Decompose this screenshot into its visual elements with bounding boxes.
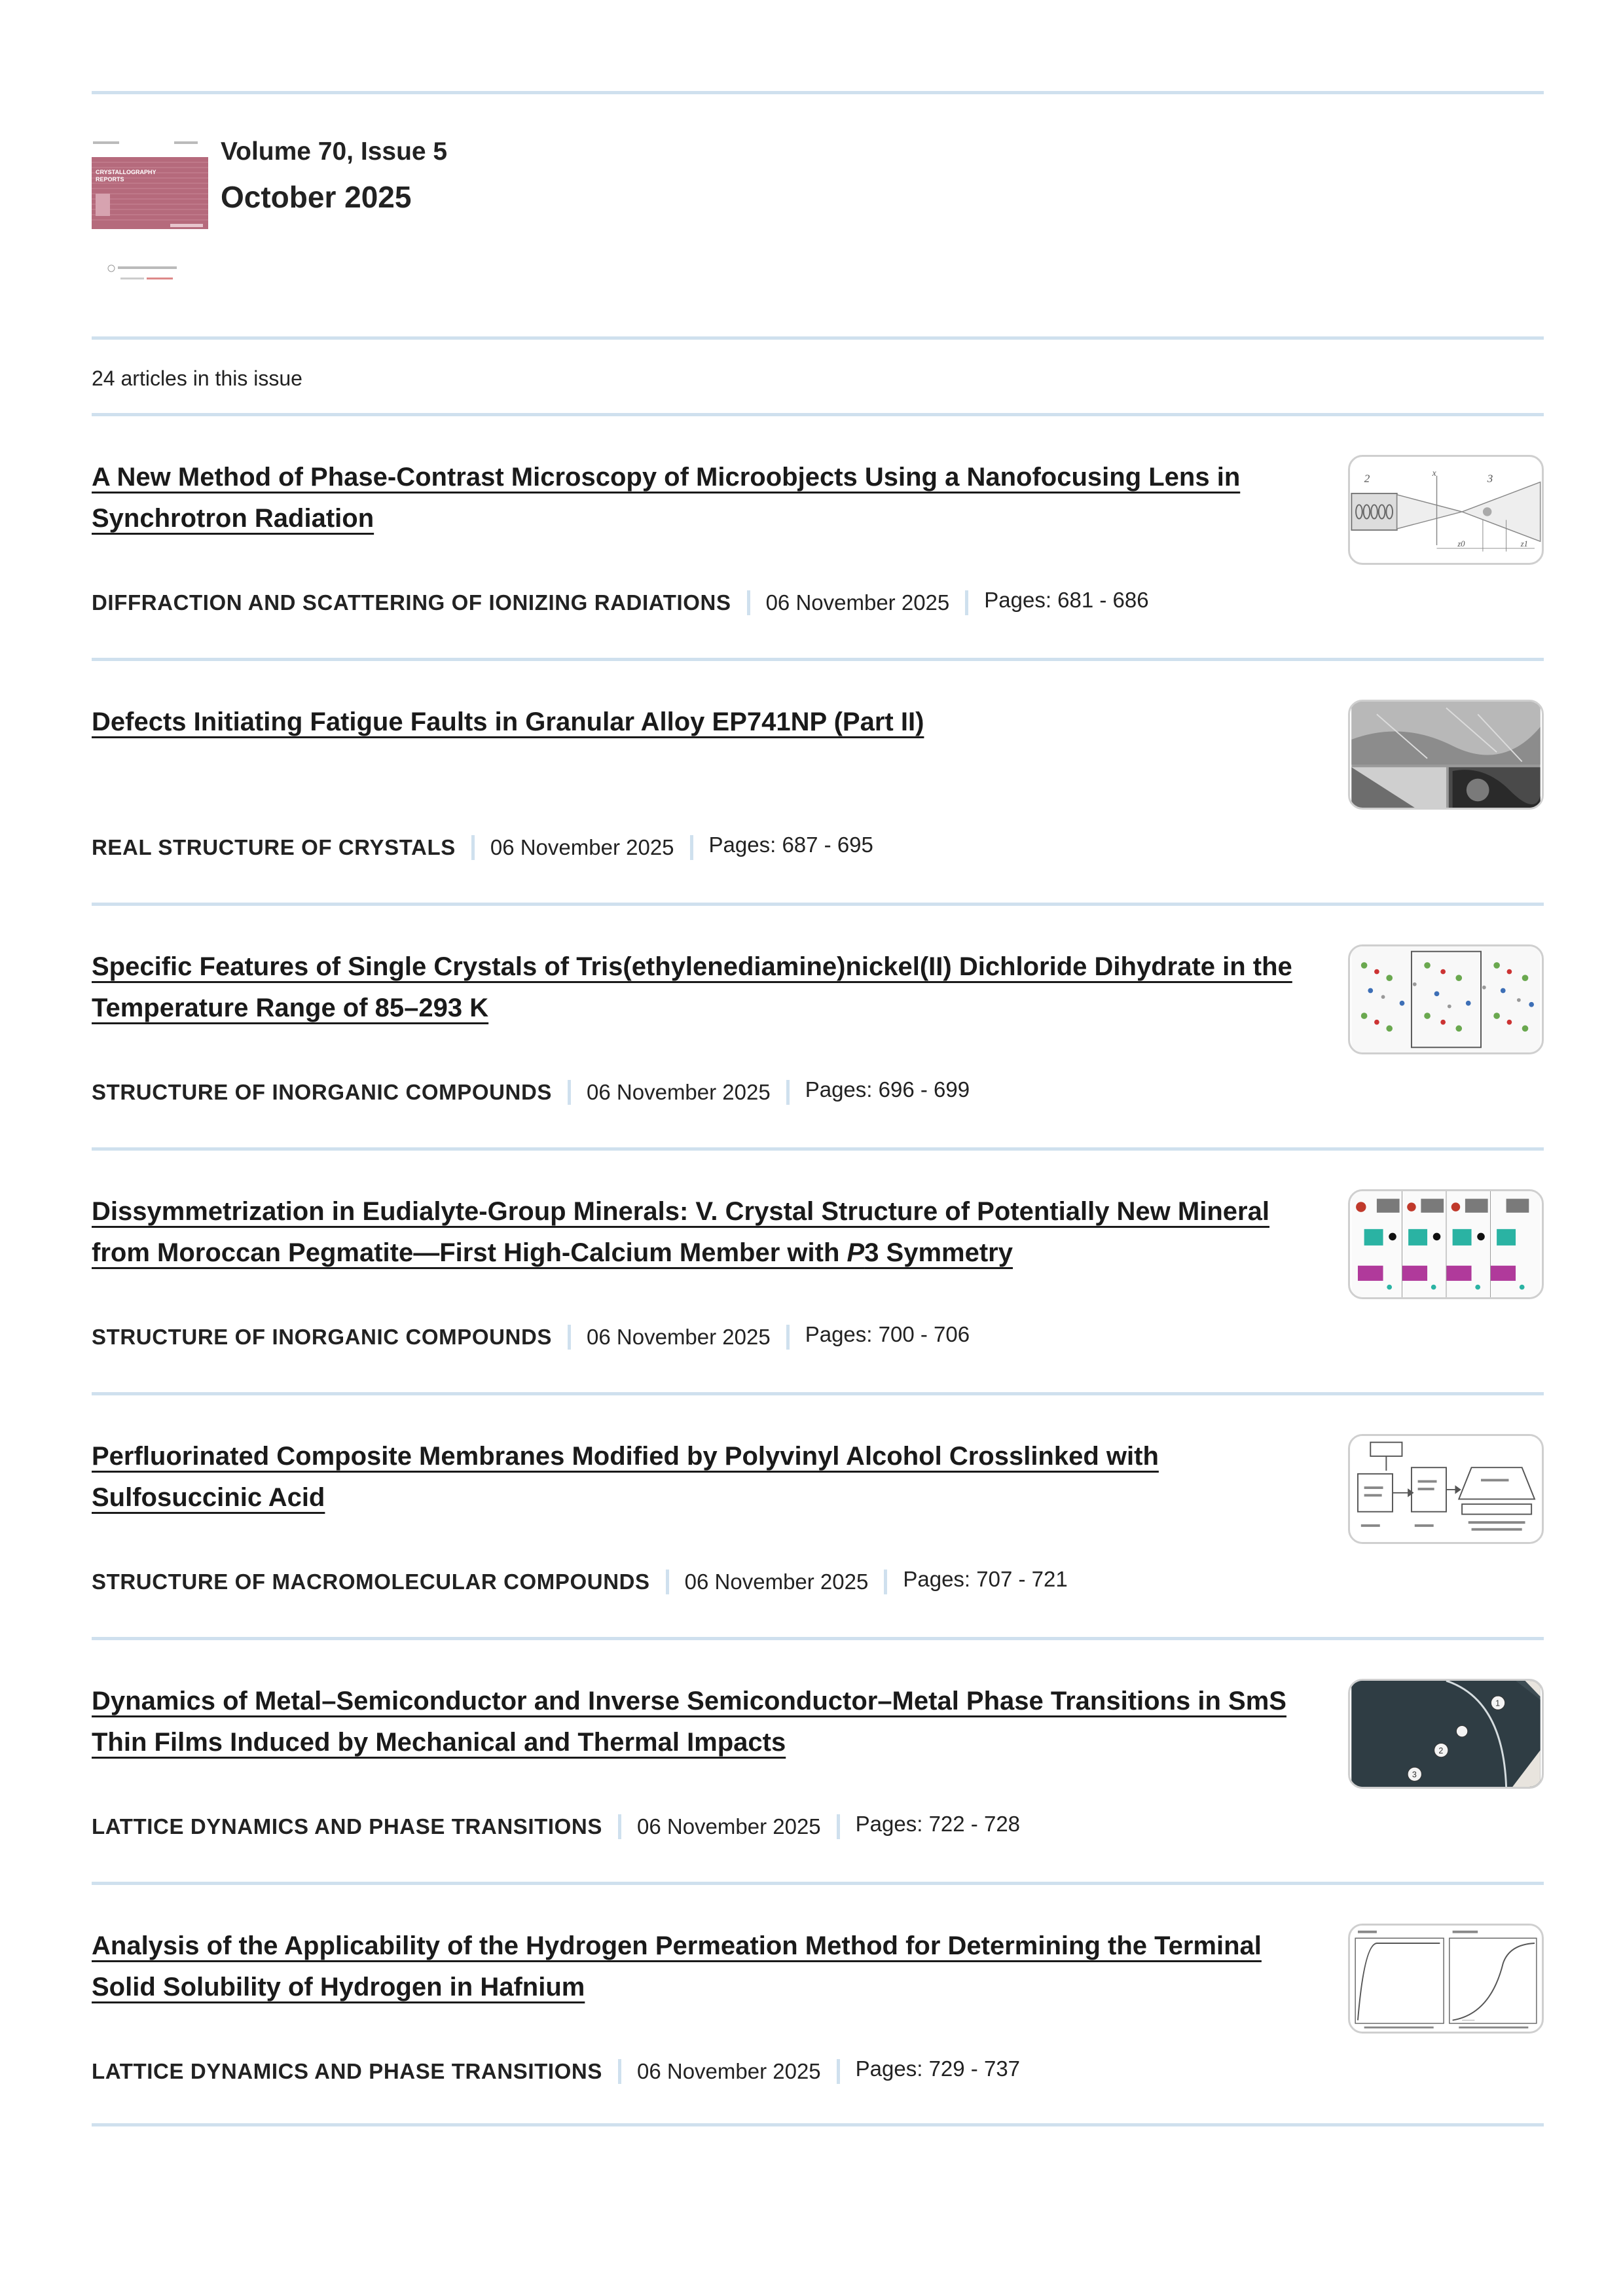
article-title-link[interactable]: Perfluorinated Composite Membranes Modified by Polyvinyl Alcohol Crosslinked with Sulfosuccinic Acid [92,1442,1159,1512]
thumb-label: x [1432,467,1436,478]
title-italic-symbol: P [847,1238,865,1267]
article-meta [92,1322,970,1350]
article-item [92,658,1544,903]
articles-count: 24 articles in this issue [92,366,302,390]
article-meta [92,1077,970,1105]
thumb-label: z1 [1520,539,1528,548]
article-pages: Pages: 707 - 721 [903,1567,1068,1591]
meta-separator [786,1325,790,1350]
article-title-link[interactable]: Dynamics of Metal–Semiconductor and Inverse Semiconductor–Metal Phase Transitions in SmS Thin Films Induced by Mechanical and Thermal Impacts [92,1687,1286,1757]
article-item [92,1637,1544,1882]
article-section: LATTICE DYNAMICS AND PHASE TRANSITIONS [92,1814,602,1839]
article-section: DIFFRACTION AND SCATTERING OF IONIZING RADIATIONS [92,590,731,615]
schematic-diagram-thumbnail[interactable] [1348,455,1544,565]
article-item [92,1147,1544,1392]
article-title-link[interactable]: Analysis of the Applicability of the Hydrogen Permeation Method for Determining the Terminal Solid Solubility of Hydrogen in Hafnium [92,1931,1262,2001]
article-title-link[interactable]: Specific Features of Single Crystals of Tris(ethylenediamine)nickel(II) Dichloride Dihydrate in the Temperature Range of 85–293 K [92,952,1292,1022]
meta-separator [965,590,968,615]
title-text: Dissymmetrization in Eudialyte-Group Minerals: V. Crystal Structure of Potentially New Mineral from Moroccan Pegmatite—First High-Calcium Member with [92,1197,1269,1267]
title-text: 3 Symmetry [864,1238,1013,1267]
article-date: 06 November 2025 [684,1570,869,1594]
article-meta [92,835,873,860]
meta-separator [618,1814,621,1839]
article-pages: Pages: 681 - 686 [984,588,1149,612]
journal-cover-image[interactable] [92,134,208,284]
article-title [92,457,1309,539]
meta-separator [837,2059,840,2084]
article-pages: Pages: 700 - 706 [805,1322,970,1346]
meta-separator [786,1080,790,1105]
micrograph-thumbnail[interactable] [1348,700,1544,810]
article-meta [92,1567,1068,1594]
meta-separator [568,1080,571,1105]
issue-date: October 2025 [221,180,412,214]
article-item [92,1392,1544,1637]
flowchart-thumbnail[interactable] [1348,1434,1544,1544]
article-section: REAL STRUCTURE OF CRYSTALS [92,835,456,859]
article-list [92,413,1544,2126]
article-title [92,702,1309,743]
issue-volume: Volume 70, Issue 5 [221,137,448,166]
crystal-structure-thumbnail[interactable] [1348,944,1544,1054]
article-title-link[interactable] [92,1197,1269,1267]
article-item [92,413,1544,658]
article-section: STRUCTURE OF MACROMOLECULAR COMPOUNDS [92,1570,650,1594]
article-title [92,946,1309,1029]
meta-separator [690,835,693,860]
article-pages: Pages: 722 - 728 [855,1812,1021,1836]
thumb-label: 3 [1487,472,1493,485]
article-meta [92,590,1149,615]
thumb-label: z0 [1457,539,1465,548]
article-title [92,1191,1309,1274]
meta-separator [666,1570,669,1594]
cover-title-line1: CRYSTALLOGRAPHY [96,169,156,175]
article-section: LATTICE DYNAMICS AND PHASE TRANSITIONS [92,2059,602,2083]
thumb-label: 2 [1438,1746,1444,1755]
article-title [92,1681,1309,1763]
article-title [92,1436,1309,1518]
issue-header [92,94,1544,336]
article-title-link[interactable]: Defects Initiating Fatigue Faults in Granular Alloy EP741NP (Part II) [92,708,924,736]
article-date: 06 November 2025 [587,1080,771,1104]
article-pages: Pages: 687 - 695 [708,833,873,857]
article-meta [92,1814,1020,1839]
article-title [92,1926,1309,2008]
mineral-structure-thumbnail[interactable] [1348,1189,1544,1299]
line-plot-thumbnail[interactable] [1348,1924,1544,2034]
thumb-label: 2 [1364,472,1370,485]
meta-separator [747,590,750,615]
article-date: 06 November 2025 [587,1325,771,1349]
meta-separator [471,835,475,860]
article-item [92,903,1544,1147]
article-section: STRUCTURE OF INORGANIC COMPOUNDS [92,1325,553,1349]
thin-film-photo-thumbnail[interactable] [1348,1679,1544,1789]
article-item [92,1882,1544,2126]
meta-separator [618,2059,621,2084]
article-pages: Pages: 729 - 737 [855,2056,1021,2081]
article-date: 06 November 2025 [765,590,950,615]
cover-title-line2: REPORTS [96,176,124,183]
article-date: 06 November 2025 [490,835,674,859]
thumb-label: 3 [1412,1770,1417,1780]
issue-page [92,0,1544,2126]
meta-separator [884,1570,887,1594]
meta-separator [837,1814,840,1839]
thumb-label: 1 [1495,1698,1501,1708]
article-section: STRUCTURE OF INORGANIC COMPOUNDS [92,1080,553,1104]
article-meta [92,2056,1021,2084]
article-pages: Pages: 696 - 699 [805,1077,970,1102]
article-date: 06 November 2025 [636,2059,821,2083]
article-date: 06 November 2025 [636,1814,821,1839]
meta-separator [568,1325,571,1350]
article-title-link[interactable]: A New Method of Phase-Contrast Microscopy of Microobjects Using a Nanofocusing Lens in Synchrotron Radiation [92,463,1241,533]
